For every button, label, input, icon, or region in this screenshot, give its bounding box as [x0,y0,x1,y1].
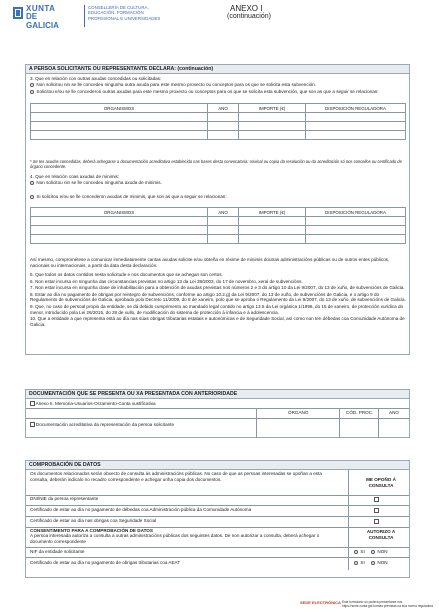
table-row [31,217,406,226]
logo-divider [84,5,85,27]
xunta-logo [12,4,67,30]
doc-row-representation[interactable] [30,422,255,428]
declaration-item-6: 6. Non estar incursa en ningunha das circunstancias previstas no artigo 13 da Lei 38/2003, do 17 de novembro, xeral de subvencións. [30,278,303,284]
table-row [31,226,406,235]
representation-checkbox[interactable] [30,422,35,427]
divider [256,408,257,438]
si-radio-2[interactable] [354,561,358,565]
annex-label: Anexo II. Memoria-Usuarios-Orzamento-Conta xustificativa [35,401,156,406]
declaration-item-8: 8. Estar ao día no pagamento de obrigas por reintegro de subvencións, conforme ao artigo 10.2.g) da Lei 9/2007, do 13 de xuño, de subvencións de Galicia, e o artigo 9 do Regulamento de subvencións de Galicia, aprobado polo Decreto 11/2009, do 8 de xaneiro, polo que se aproba o Regulamento da Lei 9/2007, do 13 de xuño, de subvencións de Galicia. [30,291,406,303]
divider [26,418,409,419]
col-organo: ÓRGANO [288,410,309,415]
doc-row-annex[interactable] [30,401,406,407]
divider [348,527,349,570]
footer-note [342,600,437,608]
question-3: 3. Que en relación con outras axudas concedidas ou solicitadas: [30,76,162,81]
oppose-checkbox-2[interactable] [374,508,379,513]
annex-subtitle: (continuación) [227,13,271,20]
verify-row-1: DNI/NIE da persoa representante [30,496,99,501]
col-ano: ANO [208,208,239,217]
si-label: SI [360,549,365,554]
si-label: SI [360,560,365,565]
documentation-section [25,389,410,438]
declaration-item-10: 10. Que a entidade a que representa está ao día nas súas obrigas tributarias estatais e autonómicas e de Seguridade Social, así como non ten débedas coa Comunidade Autónoma de Galicia. [30,316,405,327]
col-organismos: ORGANISMOS [31,208,208,217]
q4-option-1-label: Non solicitou nin se lle concedeu ningunha axuda de minimis. [36,180,162,185]
q4-option-2[interactable] [30,194,406,200]
verification-title: COMPROBACIÓN DE DATOS [26,461,409,470]
col-ano-doc: ANO [389,410,399,415]
q4-option-1[interactable] [30,180,406,186]
consent-row-1: NIF da entidade solicitante [30,549,85,554]
divider [26,505,409,506]
non-label: NON [377,549,388,554]
non-label: NON [377,560,388,565]
divider [26,516,409,517]
footnote: * Se tes axudas concedidas, deberá achegarse a documentación acreditativa establecida nas bases desta convocatoria: orixinal ou copia da resolución ou da acreditación só nos concellos ou certificado de órgano concedente. [30,159,402,169]
dept-line-2: EDUCACIÓN, FORMACIÓN [88,10,144,16]
col-ano: ANO [208,104,239,113]
data-verification-section [25,460,410,578]
annex-checkbox[interactable] [30,401,35,406]
declaration-item-7: 7. Non estar incursa en ningunha clase de inhabilitación para a obtención de axudas previstas nos números 2 e 3 do artigo 10 da Lei 9/2007, do 13 de xuño, de subvencións de Galicia. [30,285,405,291]
divider [26,547,409,548]
divider [26,408,409,409]
oppose-checkbox-3[interactable] [374,519,379,524]
commitment-text: Así mesmo, comprométese a comunicar inmediatamente cantas axudas solicite e/ou obteña en réxime de minimis doutras administracións públicas ou de outros entes públicos, nacionais ou internacionais, a partir da data desta declaración. [30,257,390,268]
oppose-header: ME OPOÑO Á CONSULTA [366,477,396,488]
oppose-checkbox-1[interactable] [374,497,379,502]
sede-electronica-label: SEDE ELECTRÓNICA [300,600,341,605]
consent-text: A persoa interesada autoriza a consulta a outras administracións públicas dos seguintes datos. De non autorizar a consulta, deberá achegar o documento correspondente [30,533,320,544]
footer-note-2: https://sede.xunta.gal formas previstas na súa norma reguladora [342,604,434,608]
col-cod-proc: CÓD. PROC. [346,410,374,415]
documentation-title: DOCUMENTACIÓN QUE SE PRESENTA OU XA PRESENTADA CON ANTERIORIDADE [26,390,409,399]
divider [26,557,409,558]
q3-option-1[interactable] [30,82,406,88]
q3-radio-2[interactable] [30,90,34,94]
q4-radio-1[interactable] [30,181,34,185]
footer-note-1: Este formulario só poderá presentarse nos [342,600,403,604]
q3-option-2[interactable] [30,89,406,95]
consent-choice-2[interactable] [354,560,388,566]
declaration-item-9: 9. Que, no caso de persoal propio da entidade, se dá debido cumprimento ao mandado legal contido no artigo 13.5 da Lei orgánica 1/1996, do 15 de xaneiro, de protección xurídica do menor, introducido pola Lei 26/2015, do 28 de xullo, de modificación do sistema de protección á infancia e á adolescencia. [30,303,404,315]
representation-label: Documentación acreditativa da representación da persoa solicitante [35,422,175,427]
table-row [31,235,406,244]
dept-line-3: PROFESIONAL E UNIVERSIDADES [88,15,161,21]
q4-minimis-table [30,207,406,244]
divider [378,408,379,438]
col-disposicion: DISPOSICIÓN REGULADORA [306,208,406,217]
non-radio-1[interactable] [371,550,375,554]
question-4: 4. Que en relación coas axudas de minimis: [30,174,120,179]
logo-text-1: XUNTA [26,4,56,13]
q3-option-1-label: Non solicitou nin se lle concedeu ningunha outra axuda para este mesmo proxecto ou conceptos para os que se solicita esta subvención. [36,82,317,87]
col-disposicion: DISPOSICIÓN REGULADORA [306,104,406,113]
table-row [31,131,406,140]
col-importe: IMPORTE (€) [239,208,306,217]
verify-row-2: Certificado de estar ao día no pagamento de débedas coa Administración pública da Comunidade Autónoma [30,507,252,512]
q3-radio-1[interactable] [30,83,34,87]
consent-row-2: Certificado de estar ao día no pagamento de obrigas tributarias coa AEAT [30,560,181,565]
q4-option-2-label: Si solicitou e/ou se lle concederon axudas de minimis, que son as que a seguir se relacionan: [36,194,227,199]
si-radio-1[interactable] [354,550,358,554]
department-name [88,5,160,21]
col-importe: IMPORTE (€) [239,104,306,113]
verification-intro: Os documentos relacionados serán obxecto de consulta ás administracións públicas. No caso de que as persoas interesadas se opoñan a esta consulta, deberán indicalo no recadro correspondente e achegar unha copia dos documentos. [30,471,322,482]
table-row [31,122,406,131]
annex-title: ANEXO I [230,4,263,13]
xunta-emblem-icon [12,6,24,20]
declaration-items [30,272,406,327]
q4-radio-2[interactable] [30,195,34,199]
q3-option-2-label: Solicitou e/ou se lle concederon outras axudas para este mesmo proxecto ou conceptos para os que se solicita esta subvención, que son as que a seguir se relacionan: [36,89,379,94]
table-row [31,113,406,122]
verify-row-3: Certificado de estar ao día nas obrigas coa Seguridade Social [30,518,157,523]
authorize-header: AUTORIZO A CONSULTA [366,529,396,540]
col-organismos: ORGANISMOS [31,104,208,113]
divider [339,408,340,438]
logo-text-2: DE GALICIA [26,12,59,30]
dept-line-1: CONSELLERÍA DE CULTURA, [88,5,149,10]
consent-choice-1[interactable] [354,549,388,555]
non-radio-2[interactable] [371,561,375,565]
declaration-item-5: 5. Que todos os datos contidos nesta solicitude e nos documentos que se achegan son certos. [30,272,223,277]
declaration-section [25,64,410,355]
section-title: A PERSOA SOLICITANTE OU REPRESENTANTE DECLARA: (continuación) [26,65,409,74]
consent-title: CONSENTIMENTO PARA A COMPROBACIÓN DE DATOS [30,528,153,533]
q3-aid-table [30,103,406,140]
